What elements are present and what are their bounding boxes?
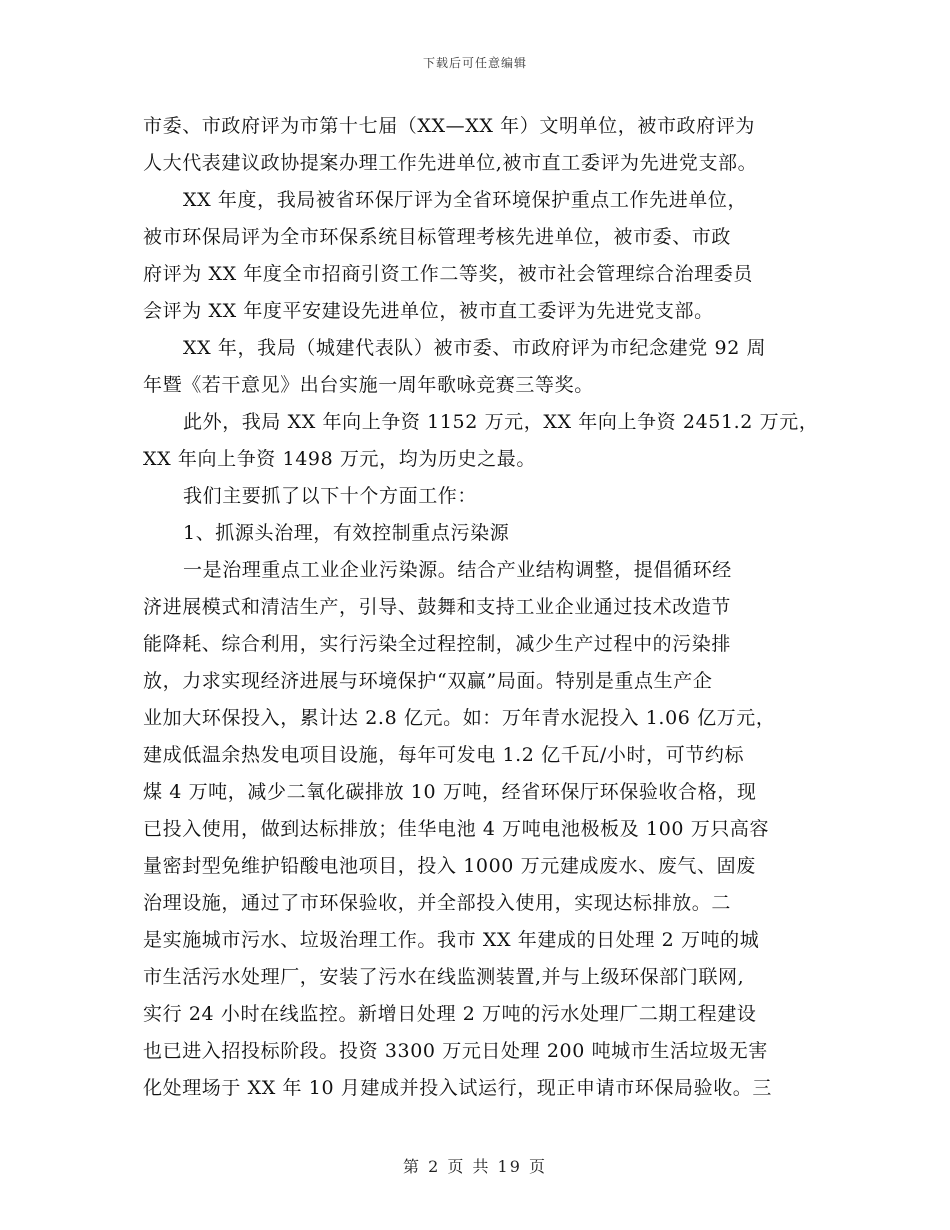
text-line: 1、抓源头治理，有效控制重点污染源 <box>183 522 510 544</box>
document-body <box>143 108 819 1107</box>
text-line: 也已进入招投标阶段。投资 3300 万元日处理 200 吨城市生活垃圾无害 <box>143 1040 768 1062</box>
text-line: 此外，我局 XX 年向上争资 1152 万元，XX 年向上争资 2451.2 万元， <box>183 411 819 433</box>
text-line: 放，力求实现经济进展与环境保护“双赢”局面。特别是重点生产企 <box>143 670 713 692</box>
text-line: XX 年向上争资 1498 万元，均为历史之最。 <box>143 448 536 470</box>
text-line: 量密封型免维护铅酸电池项目，投入 1000 万元建成废水、废气、固废 <box>143 855 756 877</box>
text-line: 市委、市政府评为市第十七届（XX—XX 年）文明单位，被市政府评为 <box>143 115 755 137</box>
text-line: 能降耗、综合利用，实行污染全过程控制，减少生产过程中的污染排 <box>143 633 732 655</box>
text-line: 年暨《若干意见》出台实施一周年歌咏竞赛三等奖。 <box>143 374 594 396</box>
text-line: 实行 24 小时在线监控。新增日处理 2 万吨的污水处理厂二期工程建设 <box>143 1003 757 1025</box>
page-footer: 第 2 页 共 19 页 <box>403 1157 547 1176</box>
text-line: 府评为 XX 年度全市招商引资工作二等奖，被市社会管理综合治理委员 <box>143 263 753 285</box>
page-header: 下载后可任意编辑 <box>422 56 527 70</box>
text-line: XX 年，我局（城建代表队）被市委、市政府评为市纪念建党 92 周 <box>183 337 767 359</box>
text-line: 治理设施，通过了市环保验收，并全部投入使用，实现达标排放。二 <box>143 892 732 914</box>
text-line: 已投入使用，做到达标排放；佳华电池 4 万吨电池极板及 100 万只高容 <box>143 818 770 840</box>
text-line: XX 年度，我局被省环保厅评为全省环境保护重点工作先进单位， <box>183 189 748 211</box>
text-line: 我们主要抓了以下十个方面工作： <box>183 485 478 507</box>
text-line: 会评为 XX 年度平安建设先进单位，被市直工委评为先进党支部。 <box>143 300 714 322</box>
text-line: 市生活污水处理厂，安装了污水在线监测装置,并与上级环保部门联网, <box>143 966 745 988</box>
text-line: 是实施城市污水、垃圾治理工作。我市 XX 年建成的日处理 2 万吨的城 <box>143 929 760 951</box>
text-line: 煤 4 万吨，减少二氧化碳排放 10 万吨，经省环保厅环保验收合格，现 <box>143 781 757 803</box>
text-line: 一是治理重点工业企业污染源。结合产业结构调整，提倡循环经 <box>183 559 732 581</box>
text-line: 化处理场于 XX 年 10 月建成并投入试运行，现正申请市环保局验收。三 <box>143 1077 772 1099</box>
text-line: 业加大环保投入，累计达 2.8 亿元。如：万年青水泥投入 1.06 亿万元， <box>143 707 776 729</box>
text-line: 被市环保局评为全市环保系统目标管理考核先进单位，被市委、市政 <box>143 226 732 248</box>
text-line: 济进展模式和清洁生产，引导、鼓舞和支持工业企业通过技术改造节 <box>143 596 732 618</box>
text-line: 建成低温余热发电项目设施，每年可发电 1.2 亿千瓦/小时，可节约标 <box>143 744 745 766</box>
text-line: 人大代表建议政协提案办理工作先进单位,被市直工委评为先进党支部。 <box>143 152 758 174</box>
